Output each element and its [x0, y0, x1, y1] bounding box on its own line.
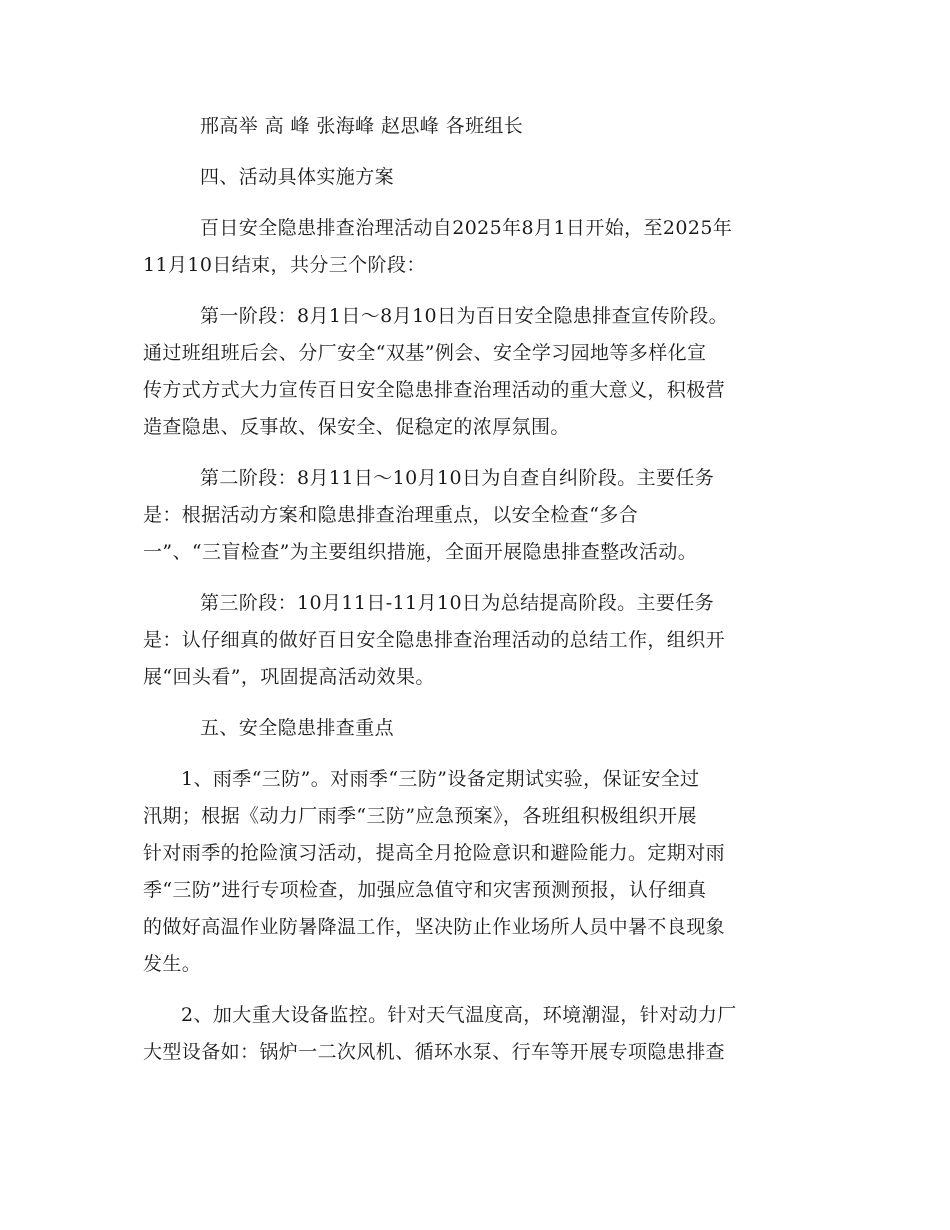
- text-line: 造查隐患、反事故、保安全、促稳定的浓厚氛围。: [143, 416, 570, 438]
- text-line: 第三阶段：10月11日-11月10日为总结提高阶段。主要任务: [200, 592, 715, 614]
- item-2-paragraph: [143, 997, 808, 1071]
- text-line: 2、加大重大设备监控。针对天气温度高，环境潮湿，针对动力厂: [181, 1004, 737, 1026]
- section-heading: [143, 159, 808, 196]
- text-line: 大型设备如：锅炉一二次风机、循环水泵、行车等开展专项隐患排查: [143, 1041, 726, 1063]
- stage-3-paragraph: [143, 585, 808, 696]
- text-line: 第一阶段：8月1日～8月10日为百日安全隐患排查宣传阶段。: [200, 305, 729, 327]
- item-1-paragraph: [143, 761, 808, 983]
- text-line: 通过班组班后会、分厂安全“双基”例会、安全学习园地等多样化宣: [143, 342, 707, 364]
- text-line: 1、雨季“三防”。对雨季“三防”设备定期试实验，保证安全过: [181, 768, 700, 790]
- personnel-paragraph: [143, 108, 808, 145]
- text-line: 第二阶段：8月11日～10月10日为自查自纠阶段。主要任务: [200, 467, 715, 489]
- text-line: 季“三防”进行专项检查，加强应急值守和灾害预测预报，认仔细真: [143, 879, 707, 901]
- text-line: 是：根据活动方案和隐患排查治理重点，以安全检查“多合: [143, 504, 639, 526]
- text-line: 针对雨季的抢险演习活动，提高全月抢险意识和避险能力。定期对雨: [143, 842, 726, 864]
- text-line: 邢高举 高 峰 张海峰 赵思峰 各班组长: [200, 115, 524, 137]
- stage-2-paragraph: [143, 460, 808, 571]
- text-line: 的做好高温作业防暑降温工作，坚决防止作业场所人员中暑不良现象: [143, 916, 726, 938]
- text-line: 百日安全隐患排查治理活动自2025年8月1日开始，至2025年: [200, 217, 733, 239]
- text-line: 是：认仔细真的做好百日安全隐患排查治理活动的总结工作，组织开: [143, 629, 726, 651]
- text-line: 一”、“三盲检查”为主要组织措施，全面开展隐患排查整改活动。: [143, 541, 698, 563]
- document-body: [143, 108, 808, 1071]
- text-line: 发生。: [143, 953, 202, 975]
- section-heading: [143, 710, 808, 747]
- stage-1-paragraph: [143, 298, 808, 446]
- text-line: 展“回头看”，巩固提高活动效果。: [143, 666, 435, 688]
- text-line: 汛期；根据《动力厂雨季“三防”应急预案》，各班组积极组织开展: [143, 805, 697, 827]
- activity-period-paragraph: [143, 210, 808, 284]
- text-line: 传方式方式大力宣传百日安全隐患排查治理活动的重大意义，积极营: [143, 379, 726, 401]
- text-line: 四、活动具体实施方案: [200, 166, 395, 188]
- text-line: 11月10日结束，共分三个阶段：: [143, 254, 426, 276]
- text-line: 五、安全隐患排查重点: [200, 717, 395, 739]
